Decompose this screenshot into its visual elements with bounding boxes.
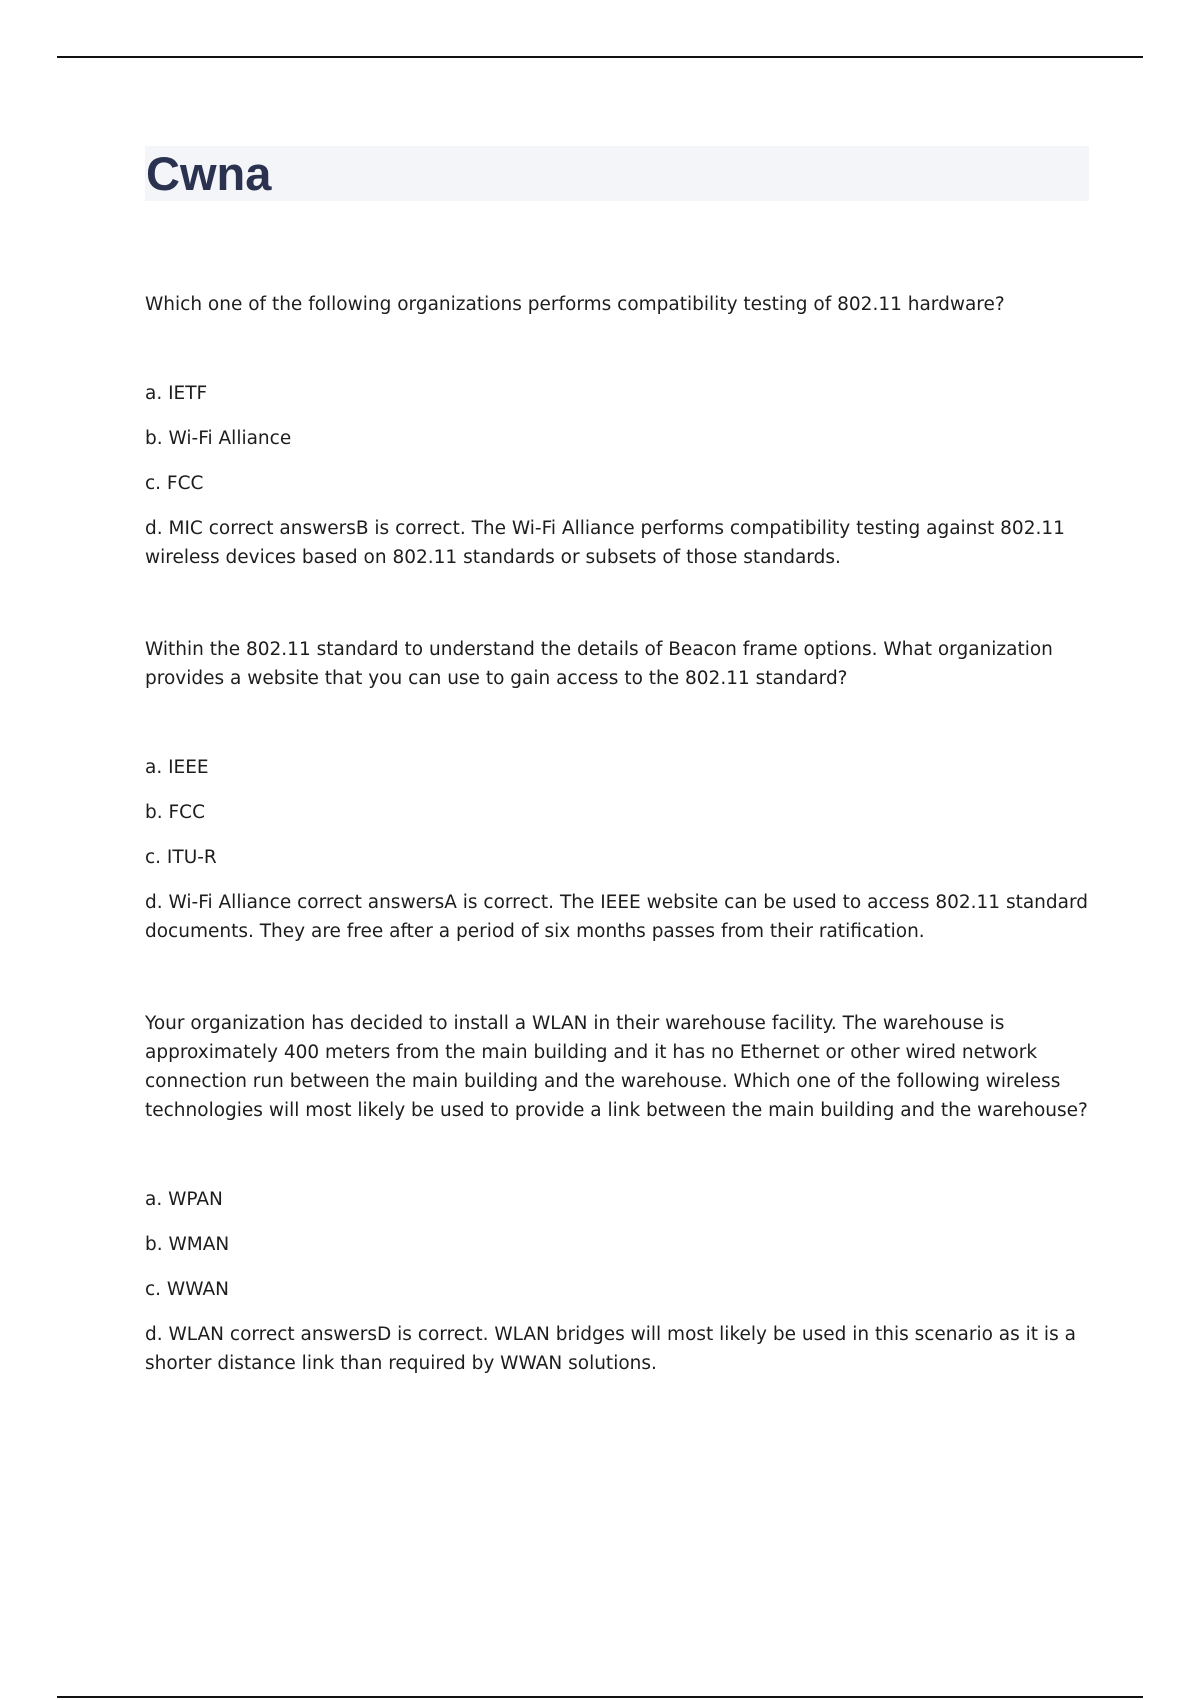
- answer-options: [145, 753, 1090, 946]
- question-block: [145, 1009, 1090, 1378]
- answer-option: c. FCC: [145, 473, 204, 494]
- question-text: Which one of the following organizations performs compatibility testing of 802.11 hardware?: [145, 294, 1005, 315]
- answer-option: b. FCC: [145, 802, 205, 823]
- document-body: [145, 290, 1090, 1441]
- footer-rule: [57, 1696, 1143, 1698]
- answer-option: a. IEEE: [145, 757, 209, 778]
- answer-option: b. Wi-Fi Alliance: [145, 428, 292, 449]
- question-block: [145, 635, 1090, 946]
- answer-option: c. WWAN: [145, 1279, 229, 1300]
- answer-option: c. ITU-R: [145, 847, 217, 868]
- header-rule: [57, 56, 1143, 58]
- question-block: [145, 290, 1090, 572]
- answer-option-with-explanation: d. MIC correct answersB is correct. The Wi-Fi Alliance performs compatibility testing against 802.11 wireless devices based on 802.11 standards or subsets of those standards.: [145, 518, 1065, 568]
- answer-option: a. WPAN: [145, 1189, 223, 1210]
- question-text: Within the 802.11 standard to understand the details of Beacon frame options. What organization provides a website that you can use to gain access to the 802.11 standard?: [145, 639, 1053, 689]
- document-title: Cwna: [146, 147, 272, 200]
- answer-options: [145, 379, 1090, 572]
- answer-option-with-explanation: d. Wi-Fi Alliance correct answersA is correct. The IEEE website can be used to access 802.11 standard documents. They are free after a period of six months passes from their ratification.: [145, 892, 1089, 942]
- answer-option-with-explanation: d. WLAN correct answersD is correct. WLAN bridges will most likely be used in this scenario as it is a shorter distance link than required by WWAN solutions.: [145, 1324, 1076, 1374]
- answer-option: a. IETF: [145, 383, 208, 404]
- answer-option: b. WMAN: [145, 1234, 230, 1255]
- answer-options: [145, 1185, 1090, 1378]
- question-text: Your organization has decided to install a WLAN in their warehouse facility. The warehouse is approximately 400 meters from the main building and it has no Ethernet or other wired network connection run between the main building and the warehouse. Which one of the following wireless technologies will most likely be used to provide a link between the main building and the warehouse?: [145, 1013, 1088, 1121]
- title-band: [145, 146, 1089, 201]
